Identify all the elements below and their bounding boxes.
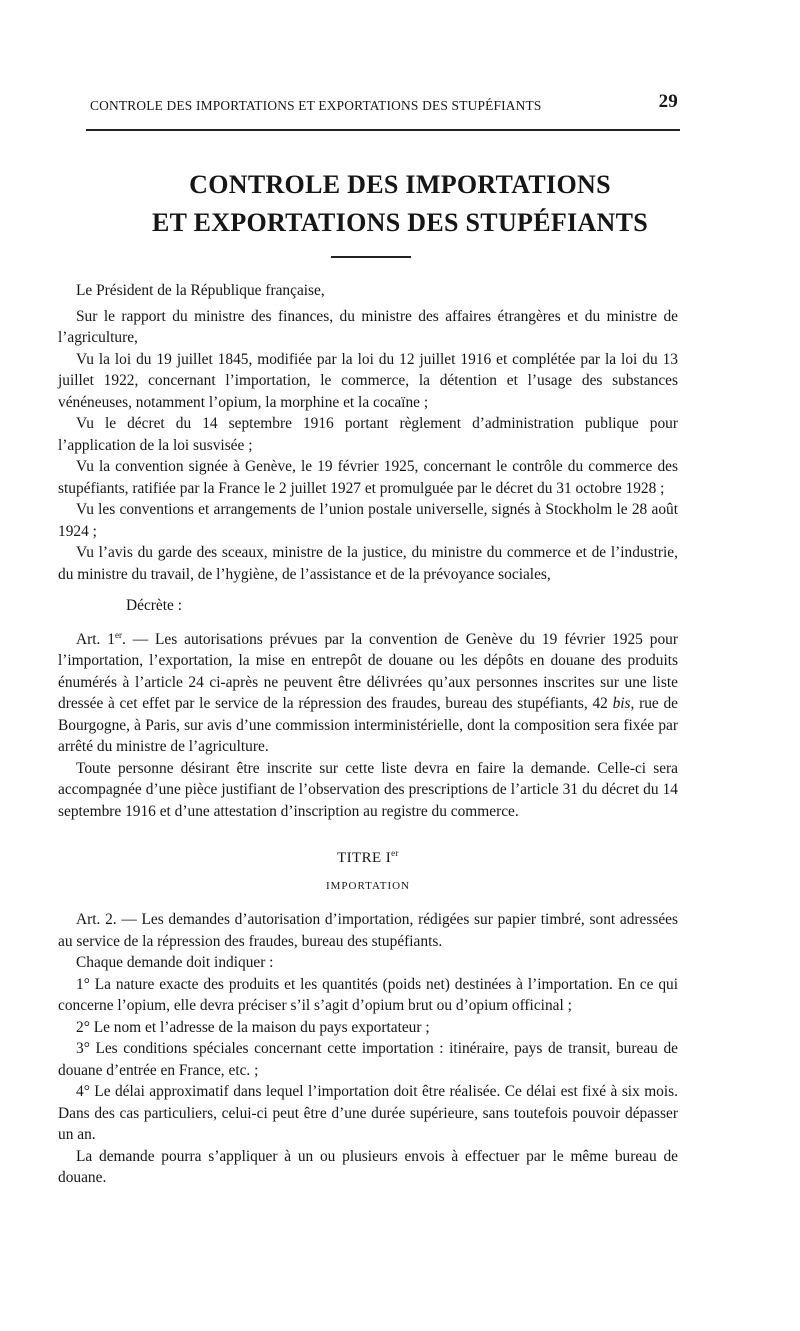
article-1-paragraph-2: Toute personne désirant être inscrite sur cette liste devra en faire la demande. Celle-ci sera accompagnée d’une pièce justifiant de l’observation des prescriptions de l’article 31 du décret du 14 septembre 1916 et d’une attestation d’inscription au registre du commerce. (58, 759, 678, 820)
decrete-line: Décrète : (126, 597, 182, 614)
titre-subtitle: IMPORTATION (325, 879, 410, 892)
main-title (60, 166, 740, 242)
article-2-closing: La demande pourra s’appliquer à un ou plusieurs envois à effectuer par le même bureau de douane. (58, 1147, 678, 1186)
title-rule (331, 256, 411, 258)
titre-label: TITRE I (337, 850, 392, 866)
preamble-paragraph: Sur le rapport du ministre des finances, du ministre des affaires étrangères et du ministre de l’agriculture, (58, 307, 678, 346)
preamble-paragraph: Vu les conventions et arrangements de l’union postale universelle, signés à Stockholm le 28 août 1924 ; (58, 501, 678, 540)
preamble-paragraph: Vu la loi du 19 juillet 1845, modifiée par la loi du 12 juillet 1916 et complétée par la loi du 13 juillet 1922, concernant l’importation, le commerce, la détention et l’usage des substances vénéneuses, notamment l’opium, la morphine et la cocaïne ; (58, 350, 678, 411)
main-title-line-1: CONTROLE DES IMPORTATIONS (189, 170, 611, 199)
preamble-paragraph: Vu la convention signée à Genève, le 19 février 1925, concernant le contrôle du commerce des stupéfiants, ratifiée par la France le 2 juillet 1927 et promulguée par le décret du 31 octobre 1928 ; (58, 458, 678, 497)
titre-label-sup: er (391, 848, 399, 858)
header-rule (86, 129, 680, 131)
article-1-label: Art. 1 (76, 630, 115, 648)
article-1-text-b: , rue de Bourgogne, à Paris, sur avis d’une commission interministérielle, dont la composition sera fixée par arrêté du ministre de l’agriculture. (58, 695, 678, 755)
article-2-lead: Chaque demande doit indiquer : (76, 954, 274, 971)
article-1-paragraph (58, 629, 678, 758)
preamble-opening: Le Président de la République française, (76, 282, 325, 299)
running-header (90, 91, 680, 116)
page-number: 29 (658, 91, 678, 112)
main-title-line-2: ET EXPORTATIONS DES STUPÉFIANTS (151, 208, 648, 237)
article-2-item: 2° Le nom et l’adresse de la maison du pays exportateur ; (76, 1018, 430, 1036)
article-2-item: 4° Le délai approximatif dans lequel l’importation doit être réalisée. Ce délai est fixé à six mois. Dans des cas particuliers, celui-ci peut être d’une durée supérieure, sans toutefois pouvoir dépasser un an. (58, 1083, 678, 1143)
article-2-item: 1° La nature exacte des produits et les quantités (poids net) destinées à l’importation. En ce qui concerne l’opium, elle devra préciser s’il s’agit d’opium brut ou d’opium officinal ; (58, 975, 678, 1014)
running-header-title: CONTROLE DES IMPORTATIONS ET EXPORTATIONS DES STUPÉFIANTS (90, 98, 542, 113)
article-1-bis: bis (612, 695, 631, 712)
article-1-label-sup: er (114, 629, 122, 640)
article-2-item: 3° Les conditions spéciales concernant cette importation : itinéraire, pays de transit, bureau de douane d’entrée en France, etc. ; (58, 1040, 678, 1079)
preamble-paragraph: Vu l’avis du garde des sceaux, ministre de la justice, du ministre du commerce et de l’industrie, du ministre du travail, de l’hygiène, de l’assistance et de la prévoyance sociales, (58, 544, 678, 583)
article-1-text-a: . — Les autorisations prévues par la convention de Genève du 19 février 1925 pour l’importation, l’exportation, la mise en entrepôt de douane ou les dépôts en douane des produits énumérés à l’article 24 ci-après ne peuvent être délivrées qu’aux personnes inscrites sur une liste dressée à cet effet par le service de la répression des fraudes, bureau des stupéfiants, 42 (58, 630, 678, 712)
preamble-paragraph: Vu le décret du 14 septembre 1916 portant règlement d’administration publique pour l’application de la loi susvisée ; (58, 415, 678, 454)
titre-heading (58, 848, 678, 870)
document-body (58, 280, 678, 1189)
article-2-intro: Art. 2. — Les demandes d’autorisation d’importation, rédigées sur papier timbré, sont adressées au service de la répression des fraudes, bureau des stupéfiants. (58, 911, 678, 950)
